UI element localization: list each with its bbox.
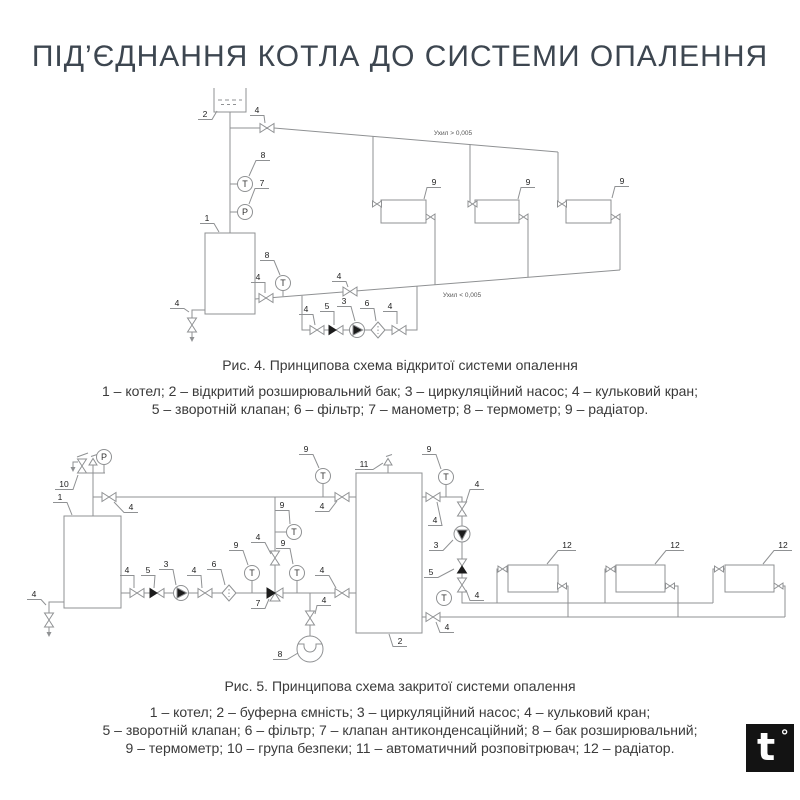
component-label: 9 <box>431 177 437 187</box>
pipe <box>426 217 620 285</box>
air-vent-icon <box>89 455 97 466</box>
boiler <box>205 233 255 314</box>
component-label: 5 <box>145 565 151 575</box>
component-label: 4 <box>255 532 261 542</box>
callout-leader <box>250 116 265 124</box>
gauge-letter: T <box>242 179 248 190</box>
gauge-letter: T <box>443 472 449 483</box>
component-label: 7 <box>259 178 265 188</box>
callout-leader <box>763 551 792 565</box>
component-label: 4 <box>31 589 37 599</box>
valve-icon <box>458 502 467 516</box>
callout-leader <box>141 576 155 589</box>
callout-leader <box>299 315 315 326</box>
valve-icon <box>259 294 273 303</box>
component-label: 6 <box>364 298 370 308</box>
component-label: 4 <box>124 565 130 575</box>
callout-leader <box>360 309 376 322</box>
drain-pipe <box>192 310 205 318</box>
callout-leader <box>466 490 484 503</box>
valve-icon <box>558 583 567 589</box>
expansion-vessel <box>297 636 323 662</box>
component-label: 4 <box>444 622 450 632</box>
fig5-legend <box>0 703 800 757</box>
component-label: 7 <box>255 598 261 608</box>
callout-leader <box>120 576 134 589</box>
component-label: 6 <box>211 559 217 569</box>
boiler <box>64 516 121 608</box>
component-label: 4 <box>319 501 325 511</box>
callout-leader <box>187 576 202 589</box>
callout-leader <box>547 551 576 565</box>
callout-leader <box>383 312 397 325</box>
component-label: 4 <box>474 590 480 600</box>
radiator <box>616 565 665 592</box>
component-label: 2 <box>202 109 208 119</box>
valve-icon <box>373 201 382 207</box>
callout-leader <box>315 501 337 512</box>
callout-leader <box>229 551 248 566</box>
page-title: ПІД’ЄДНАННЯ КОТЛА ДО СИСТЕМИ ОПАЛЕННЯ <box>31 40 769 73</box>
fig4-legend <box>0 382 800 418</box>
component-label: 8 <box>260 150 266 160</box>
gauge-letter: P <box>241 207 249 218</box>
radiator <box>508 565 558 592</box>
return-slope-pipe <box>255 270 620 299</box>
pipe <box>497 569 725 603</box>
component-label: 4 <box>336 271 342 281</box>
valve-icon <box>271 551 280 565</box>
component-label: 4 <box>255 272 261 282</box>
valve-icon <box>198 589 212 598</box>
valve-icon <box>102 493 116 502</box>
callout-leader <box>251 543 271 555</box>
gauge-letter: T <box>441 593 447 604</box>
slope-label: Ухил > 0,005 <box>433 130 473 137</box>
valve-icon <box>774 583 783 589</box>
check-valve-icon <box>150 589 164 598</box>
component-label: 5 <box>324 301 330 311</box>
callout-leader <box>249 189 269 205</box>
gauge-letter: T <box>291 527 297 538</box>
component-label: 9 <box>279 500 285 510</box>
gauge-letter: T <box>249 568 255 579</box>
valve-icon <box>611 214 620 220</box>
pipe <box>558 586 785 617</box>
component-label: 8 <box>277 649 283 659</box>
drain-arrow-icon <box>47 627 52 637</box>
component-label: 4 <box>128 502 134 512</box>
component-label: 1 <box>57 492 63 502</box>
component-label: 10 <box>59 479 69 489</box>
valve-icon <box>306 611 315 625</box>
slope-label: Ухил < 0,005 <box>442 292 482 299</box>
component-label: 4 <box>303 304 309 314</box>
callout-leader <box>207 570 225 586</box>
callout-leader <box>200 224 219 233</box>
component-label: 9 <box>426 444 432 454</box>
component-label: 2 <box>397 636 403 646</box>
valve-icon <box>606 566 615 572</box>
callout-leader <box>332 282 348 288</box>
pipe <box>373 136 558 204</box>
callout-leader <box>260 261 280 276</box>
callout-leader <box>249 161 270 177</box>
gauge-letter: T <box>294 568 300 579</box>
component-label: 12 <box>778 540 788 550</box>
component-label: 3 <box>163 559 169 569</box>
radiator <box>475 200 519 223</box>
valve-icon <box>426 613 440 622</box>
component-label: 3 <box>433 540 439 550</box>
component-label: 9 <box>303 444 309 454</box>
valve-icon <box>130 589 144 598</box>
air-vent-icon <box>384 455 392 466</box>
valve-icon <box>343 287 357 296</box>
component-label: 9 <box>619 176 625 186</box>
valve-icon <box>458 578 467 592</box>
valve-icon <box>310 326 324 335</box>
valve-icon <box>392 326 406 335</box>
component-label: 3 <box>341 296 347 306</box>
brand-logo <box>746 724 794 772</box>
component-label: 9 <box>525 177 531 187</box>
degree-icon: ° <box>781 726 788 745</box>
component-label: 4 <box>474 479 480 489</box>
safety-valve-icon <box>71 453 89 473</box>
component-label: 4 <box>174 298 180 308</box>
component-label: 4 <box>319 565 325 575</box>
radiator <box>566 200 611 223</box>
valve-icon <box>666 583 675 589</box>
callout-leader <box>315 606 331 615</box>
fig4-caption: Рис. 4. Принципова схема відкритої системи опалення <box>222 357 578 373</box>
component-label: 8 <box>264 250 270 260</box>
component-label: 11 <box>359 459 369 469</box>
callout-leader <box>251 283 265 294</box>
component-label: 9 <box>280 538 286 548</box>
valve-icon <box>715 566 724 572</box>
fig4-legend-line: 1 – котел; 2 – відкритий розширювальний бак; 3 – циркуляційний насос; 4 – кульковий кран; <box>101 383 699 399</box>
component-label: 4 <box>432 515 438 525</box>
fig5-legend-line: 5 – зворотній клапан; 6 – фільтр; 7 – клапан антиконденсаційний; 8 – бак розширювальний; <box>102 722 698 738</box>
fig5-schematic <box>45 453 786 662</box>
callout-leader <box>159 570 176 586</box>
drain-pipe <box>49 602 64 613</box>
filter-icon <box>222 585 236 601</box>
callout-leader <box>275 511 290 525</box>
logo-letter: t <box>757 725 776 769</box>
callout-leader <box>337 307 355 322</box>
fig4-slopes <box>431 130 482 299</box>
valve-icon <box>335 589 349 598</box>
valve-icon <box>426 493 440 502</box>
component-label: 4 <box>191 565 197 575</box>
fig5-caption: Рис. 5. Принципова схема закритої системи опалення <box>224 678 576 694</box>
component-label: 12 <box>670 540 680 550</box>
fig5-legend-line: 9 – термометр; 10 – група безпеки; 11 – автоматичний розповітрювач; 12 – радіатор. <box>125 740 675 756</box>
component-label: 4 <box>387 301 393 311</box>
filter-icon <box>371 322 385 338</box>
valve-icon <box>519 214 528 220</box>
callout-leader <box>299 455 319 469</box>
valve-icon <box>45 613 54 627</box>
gauge-letter: T <box>280 278 286 289</box>
valve-icon <box>468 201 477 207</box>
pump-icon <box>350 323 365 338</box>
fig5-legend-line: 1 – котел; 2 – буферна ємність; 3 – циркуляційний насос; 4 – кульковий кран; <box>149 704 651 720</box>
callout-leader <box>315 576 336 589</box>
callout-leader <box>612 187 629 199</box>
check-valve-icon <box>458 559 467 573</box>
buffer-tank <box>356 473 422 633</box>
callout-leader <box>53 503 72 516</box>
component-label: 5 <box>428 567 434 577</box>
fig4-legend-line: 5 – зворотній клапан; 6 – фільтр; 7 – манометр; 8 – термометр; 9 – радіатор. <box>151 401 649 417</box>
component-label: 12 <box>562 540 572 550</box>
gauge-letter: T <box>320 471 326 482</box>
valve-icon <box>498 566 507 572</box>
component-label: 4 <box>321 595 327 605</box>
valve-icon <box>335 493 349 502</box>
drain-arrow-icon <box>190 332 195 342</box>
callout-leader <box>170 309 189 313</box>
fig5-callouts <box>27 444 792 660</box>
callout-leader <box>655 551 684 565</box>
valve-icon <box>188 318 197 332</box>
pump-icon <box>174 586 189 601</box>
radiator <box>381 200 426 223</box>
valve-icon <box>426 214 435 220</box>
callout-leader <box>27 600 46 606</box>
component-label: 4 <box>254 105 260 115</box>
callout-leader <box>429 540 453 551</box>
valve-icon <box>558 201 567 207</box>
component-label: 9 <box>233 540 239 550</box>
pump-icon <box>454 526 470 542</box>
check-valve-icon <box>329 326 343 335</box>
callout-leader <box>424 188 441 200</box>
valve-icon <box>260 124 274 133</box>
radiator <box>725 565 774 592</box>
gauge-letter: P <box>100 452 108 463</box>
callout-leader <box>518 188 535 200</box>
callout-leader <box>422 455 441 470</box>
component-label: 1 <box>204 213 210 223</box>
callout-leader <box>114 502 138 513</box>
supply-slope-pipe <box>274 128 558 152</box>
callout-leader <box>320 312 334 326</box>
